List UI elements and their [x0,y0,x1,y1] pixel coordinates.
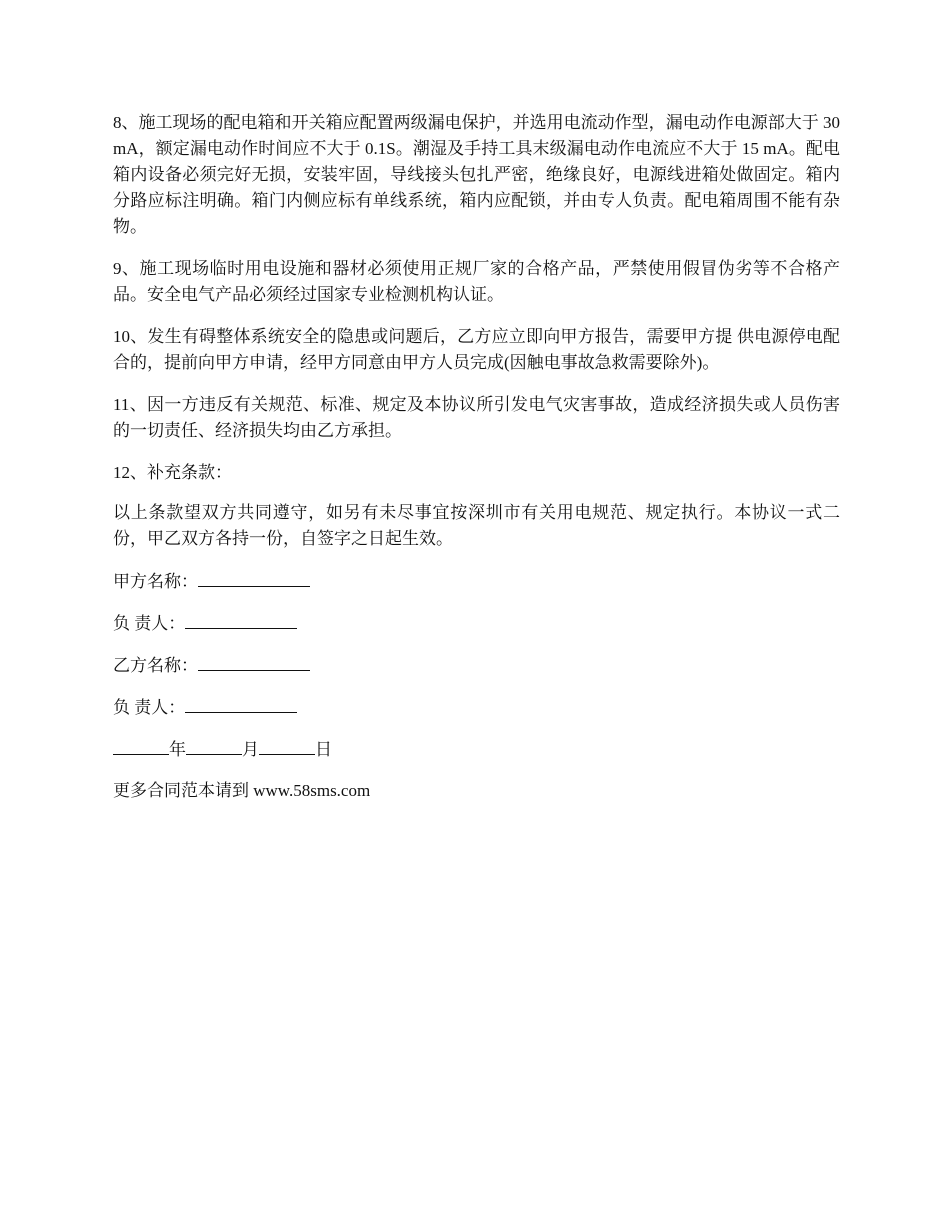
clause-10: 10、发生有碍整体系统安全的隐患或问题后，乙方应立即向甲方报告，需要甲方提 供电源停电配合的，提前向甲方申请，经甲方同意由甲方人员完成(因触电事故急救需要除外)。 [113,327,840,372]
year-label: 年 [169,740,186,759]
month-label: 月 [242,740,259,759]
closing-paragraph: 以上条款望双方共同遵守，如另有未尽事宜按深圳市有关用电规范、规定执行。本协议一式二份，甲乙双方各持一份，自签字之日起生效。 [113,503,840,548]
party-b-person-line [113,694,840,721]
party-a-person-label: 负 责人： [113,614,186,633]
party-b-name-line [113,652,840,679]
day-label: 日 [315,740,332,759]
year-blank [113,736,169,755]
month-blank [186,736,242,755]
clause-8: 8、施工现场的配电箱和开关箱应配置两级漏电保护，并选用电流动作型，漏电动作电源部大于 30mA，额定漏电动作时间应不大于 0.1S。潮湿及手持工具末级漏电动作电流应不大于 15 mA。配电箱内设备必须完好无损，安装牢固，导线接头包扎严密，绝缘良好，电源线进箱处做固定。箱内分路应标注明确。箱门内侧应标有单线系统，箱内应配锁，并由专人负责。配电箱周围不能有杂物。 [113,113,840,236]
party-b-person-label: 负 责人： [113,698,186,717]
party-b-name-label: 乙方名称： [113,656,198,675]
party-a-person-line [113,610,840,637]
clause-12: 12、补充条款： [113,463,232,482]
day-blank [259,736,315,755]
party-a-person-blank [185,610,297,629]
date-line [113,736,840,763]
party-a-name-label: 甲方名称： [113,572,198,591]
clause-11: 11、因一方违反有关规范、标准、规定及本协议所引发电气灾害事故，造成经济损失或人员伤害的一切责任、经济损失均由乙方承担。 [113,395,840,440]
party-b-name-blank [198,652,310,671]
party-a-name-blank [198,568,310,587]
footer-text: 更多合同范本请到 www.58sms.com [113,781,371,800]
party-b-person-blank [185,694,297,713]
party-a-name-line [113,568,840,595]
clause-9: 9、施工现场临时用电设施和器材必须使用正规厂家的合格产品，严禁使用假冒伪劣等不合格产品。安全电气产品必须经过国家专业检测机构认证。 [113,259,840,304]
